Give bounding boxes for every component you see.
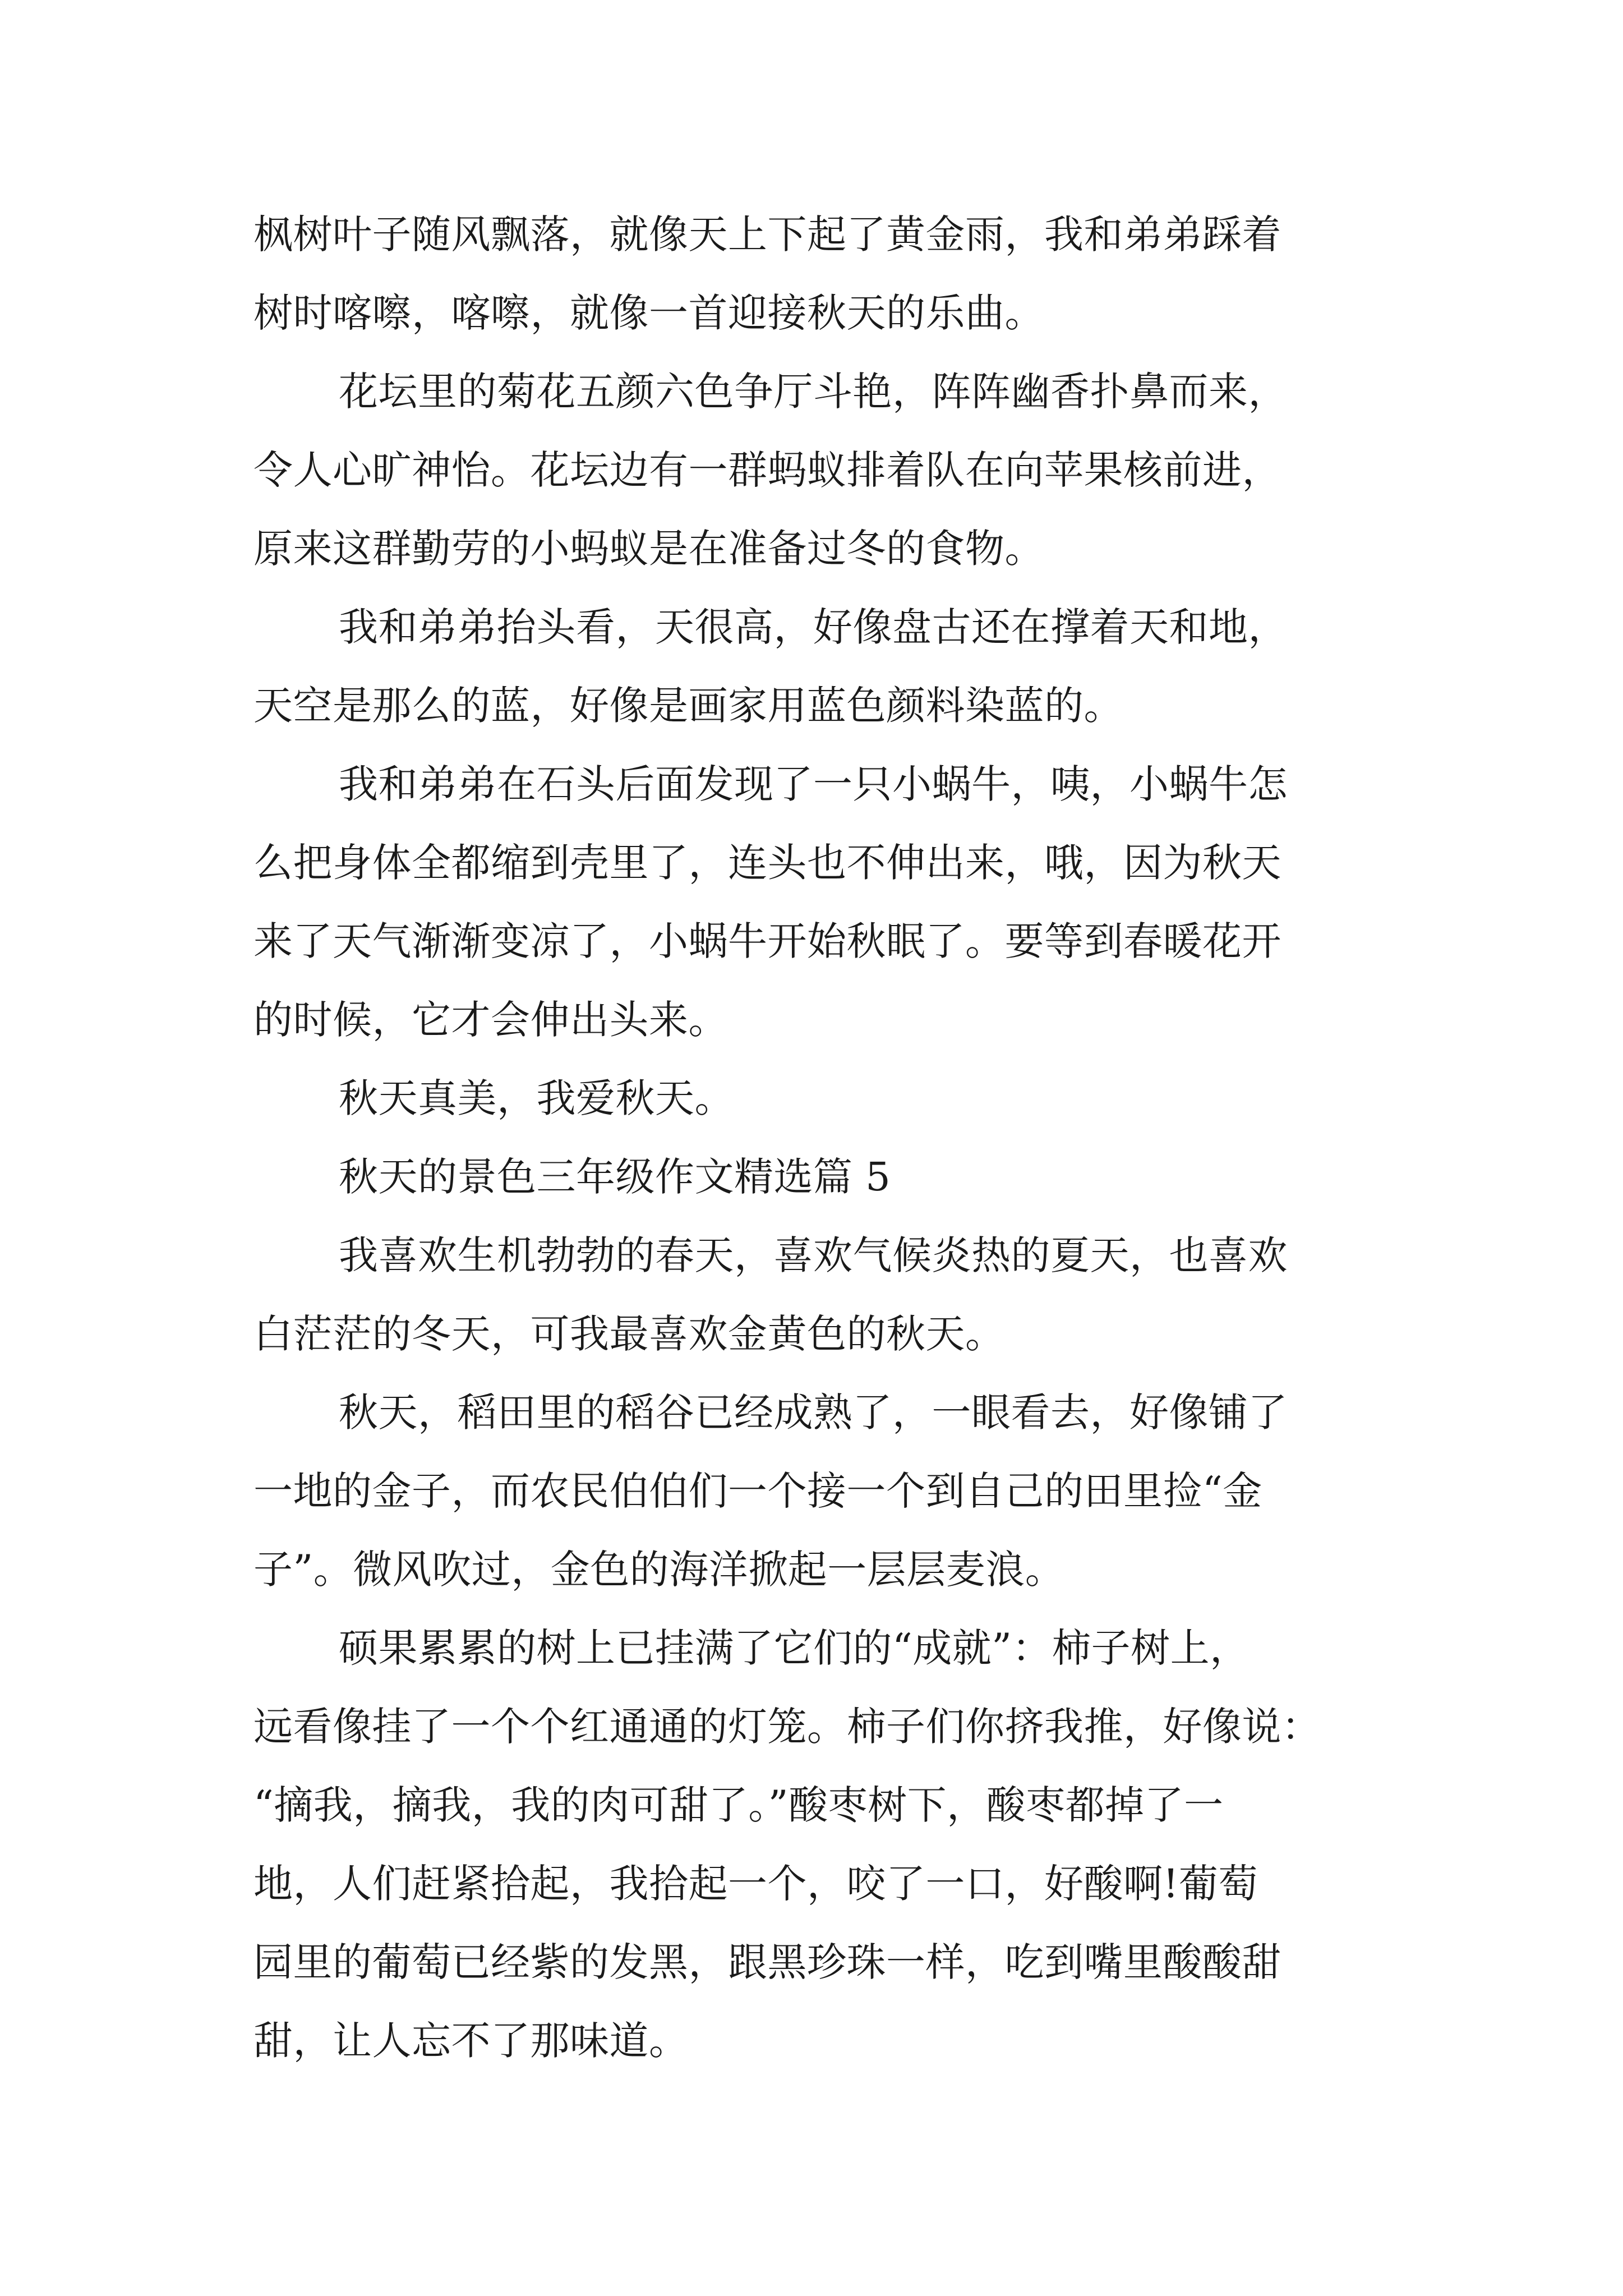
paragraph-start-line: 秋天，稻田里的稻谷已经成熟了，一眼看去，好像铺了	[339, 1389, 1288, 1435]
text-line: 令人心旷神怡。花坛边有一群蚂蚁排着队在向苹果核前进，	[253, 447, 1281, 493]
text-line: 么把身体全都缩到壳里了，连头也不伸出来，哦，因为秋天	[253, 840, 1281, 886]
paragraph-start-line: 硕果累累的树上已挂满了它们的“成就”：柿子树上，	[339, 1625, 1249, 1671]
paragraph-start-line: 我喜欢生机勃勃的春天，喜欢气候炎热的夏天，也喜欢	[339, 1232, 1288, 1278]
text-line: 原来这群勤劳的小蚂蚁是在准备过冬的食物。	[253, 526, 1044, 572]
text-line: 子”。微风吹过，金色的海洋掀起一层层麦浪。	[253, 1547, 1065, 1593]
text-line: 来了天气渐渐变凉了，小蜗牛开始秋眠了。要等到春暖花开	[253, 918, 1281, 964]
text-line: “摘我，摘我，我的肉可甜了。”酸枣树下，酸枣都掉了一	[253, 1782, 1224, 1828]
paragraph-start-line: 秋天真美，我爱秋天。	[339, 1075, 734, 1121]
text-line: 地，人们赶紧拾起，我拾起一个，咬了一口，好酸啊!葡萄	[253, 1861, 1258, 1907]
text-line: 天空是那么的蓝，好像是画家用蓝色颜料染蓝的。	[253, 683, 1123, 729]
text-line: 枫树叶子随风飘落，就像天上下起了黄金雨，我和弟弟踩着	[253, 211, 1281, 257]
paragraph-start-line: 我和弟弟抬头看，天很高，好像盘古还在撑着天和地，	[339, 604, 1288, 650]
paragraph-start-line: 我和弟弟在石头后面发现了一只小蜗牛，咦，小蜗牛怎	[339, 761, 1288, 807]
section-heading: 秋天的景色三年级作文精选篇 5	[339, 1154, 891, 1200]
text-line: 一地的金子，而农民伯伯们一个接一个到自己的田里捡“金	[253, 1468, 1262, 1514]
text-line: 树时喀嚓，喀嚓，就像一首迎接秋天的乐曲。	[253, 290, 1044, 336]
text-line: 远看像挂了一个个红通通的灯笼。柿子们你挤我推，好像说：	[253, 1704, 1321, 1750]
paragraph-start-line: 花坛里的菊花五颜六色争厅斗艳，阵阵幽香扑鼻而来，	[339, 369, 1288, 415]
text-line: 的时候，它才会伸出头来。	[253, 997, 728, 1043]
text-line: 园里的葡萄已经紫的发黑，跟黑珍珠一样，吃到嘴里酸酸甜	[253, 1939, 1281, 1985]
text-line: 甜，让人忘不了那味道。	[253, 2018, 689, 2064]
text-line: 白茫茫的冬天，可我最喜欢金黄色的秋天。	[253, 1311, 1005, 1357]
essay-text	[253, 195, 1395, 2080]
